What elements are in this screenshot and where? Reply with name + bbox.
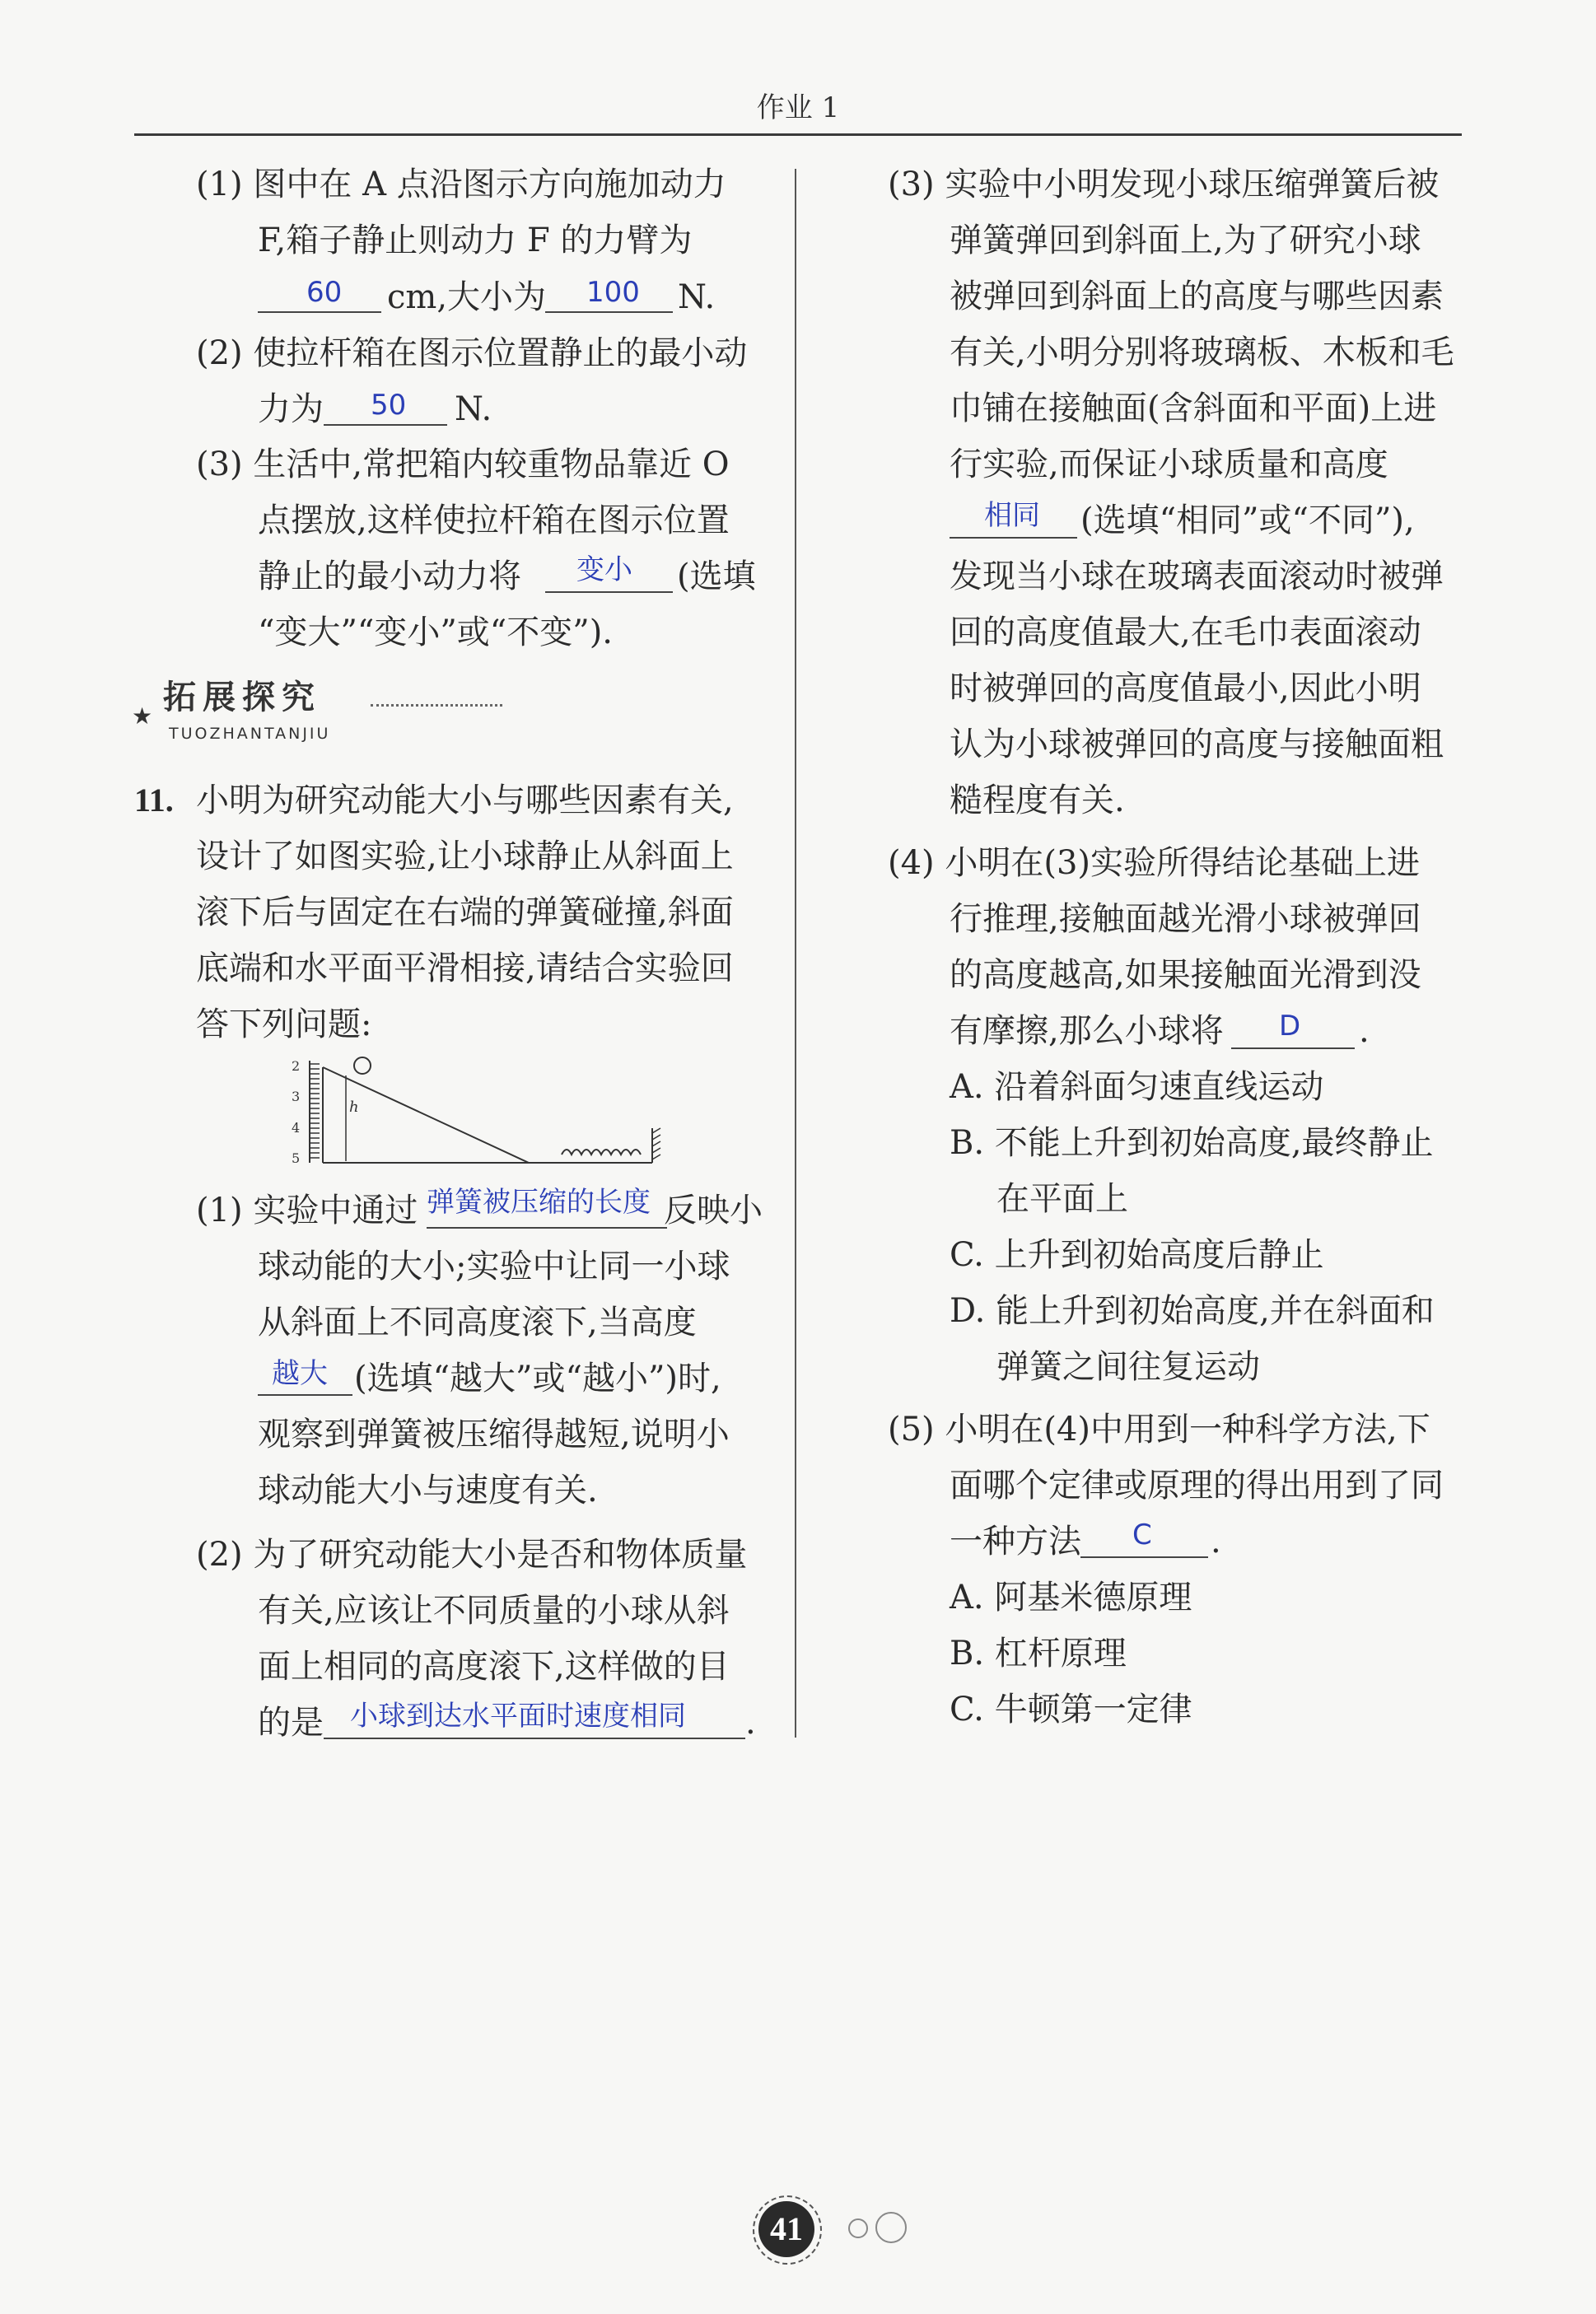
q11-part5-option-c: C. 牛顿第一定律 [950, 1691, 1192, 1729]
q11-stem-line5: 答下列问题: [196, 1005, 372, 1043]
header-rule [134, 133, 1462, 136]
q11-part5-option-a: A. 阿基米德原理 [950, 1579, 1192, 1617]
q11-answer-purpose: 小球到达水平面时速度相同 [350, 1700, 686, 1733]
q10-part3-line4: “变大”“变小”或“不变”). [258, 613, 614, 651]
q11-part5-line1: (5) 小明在(4)中用到一种科学方法,下 [888, 1411, 1430, 1449]
q11-part1-line2: 球动能的大小;实验中让同一小球 [258, 1248, 730, 1285]
q11-part3-line9: 回的高度值最大,在毛巾表面滚动 [950, 613, 1421, 651]
height-label: h [349, 1099, 359, 1116]
q10-answer-blank-arm [258, 311, 381, 313]
scale-label: 5 [292, 1150, 301, 1166]
ball-icon [354, 1057, 371, 1074]
q11-part3-line7b: (选填“相同”或“不同”), [1080, 502, 1415, 539]
q11-part1-line1a: (1) 实验中通过 [196, 1192, 418, 1229]
q10-part3-line2: 点摆放,这样使拉杆箱在图示位置 [258, 502, 730, 539]
q11-answer-same: 相同 [984, 499, 1040, 532]
scale-label: 3 [292, 1089, 301, 1104]
q10-part1-line3b: N. [678, 278, 716, 316]
q11-part1-line1b: 反映小 [664, 1192, 763, 1229]
q11-answer-blank-method [1080, 1556, 1208, 1558]
q11-part4-line3: 的高度越高,如果接触面光滑到没 [950, 956, 1421, 994]
q10-part3-line1: (3) 生活中,常把箱内较重物品靠近 O [196, 446, 730, 483]
q11-part1-line3: 从斜面上不同高度滚下,当高度 [258, 1304, 697, 1341]
q11-part3-line3: 被弹回到斜面上的高度与哪些因素 [950, 278, 1444, 315]
q10-part3-line3b: (选填 [677, 558, 756, 595]
decor-circle-icon [875, 2212, 907, 2243]
q11-answer-blank-purpose [324, 1738, 745, 1739]
q10-part1-line1: (1) 图中在 A 点沿图示方向施加动力 [196, 166, 726, 203]
header-title: 作业 1 [756, 91, 840, 124]
q11-part1-line5: 观察到弹簧被压缩得越短,说明小 [258, 1416, 730, 1453]
q11-answer-method: C [1132, 1519, 1152, 1551]
q10-answer-force: 100 [586, 276, 640, 309]
q11-part4-line2: 行推理,接触面越光滑小球被弹回 [950, 900, 1421, 938]
incline-spring-diagram [290, 1054, 669, 1169]
q11-part3-line12: 糙程度有关. [950, 781, 1125, 819]
q11-part2-line2: 有关,应该让不同质量的小球从斜 [258, 1592, 730, 1630]
scale-label: 2 [292, 1058, 301, 1074]
page-number-badge [748, 2190, 921, 2273]
q11-stem-line1: 小明为研究动能大小与哪些因素有关, [196, 781, 734, 819]
q11-answer-blank-indicator [427, 1227, 667, 1229]
q11-part5-line3b: . [1211, 1523, 1221, 1561]
q11-part4-line1: (4) 小明在(3)实验所得结论基础上进 [888, 844, 1421, 882]
q10-part2-line1: (2) 使拉杆箱在图示位置静止的最小动 [196, 334, 748, 372]
q11-part3-line2: 弹簧弹回到斜面上,为了研究小球 [950, 222, 1421, 259]
q11-part5-line3a: 一种方法 [950, 1523, 1081, 1561]
q11-part4-option-c: C. 上升到初始高度后静止 [950, 1236, 1324, 1274]
page-number: 41 [758, 2201, 814, 2257]
q11-part3-line11: 认为小球被弹回的高度与接触面粗 [950, 725, 1444, 763]
star-icon: ★ [132, 702, 153, 730]
q10-answer-blank-force [545, 311, 673, 313]
decor-circle-icon [848, 2218, 868, 2238]
q11-part2-line1: (2) 为了研究动能大小是否和物体质量 [196, 1536, 748, 1574]
spring-icon [562, 1150, 641, 1155]
q11-stem-line3: 滚下后与固定在右端的弹簧碰撞,斜面 [196, 893, 734, 931]
q11-number: 11. [134, 781, 174, 819]
q11-part4-option-b-cont: 在平面上 [996, 1180, 1128, 1218]
q10-part3-line3a: 静止的最小动力将 [258, 558, 521, 595]
diagram-svg [290, 1054, 669, 1169]
q10-part1-line3a: cm,大小为 [387, 278, 547, 316]
q11-answer-blank-motion [1231, 1047, 1355, 1049]
q11-answer-motion: D [1279, 1010, 1301, 1043]
q11-part5-option-b: B. 杠杆原理 [950, 1635, 1127, 1673]
q11-part4-line4b: . [1359, 1012, 1370, 1050]
q11-part4-option-b: B. 不能上升到初始高度,最终静止 [950, 1124, 1434, 1162]
scale-label: 4 [292, 1120, 301, 1136]
q11-part4-option-d: D. 能上升到初始高度,并在斜面和 [950, 1292, 1435, 1330]
q11-stem-line4: 底端和水平面平滑相接,请结合实验回 [196, 949, 734, 987]
q10-answer-minforce: 50 [371, 389, 407, 422]
section-subtitle: TUOZHANTANJIU [169, 725, 331, 743]
q10-part1-line2: F,箱子静止则动力 F 的力臂为 [258, 222, 693, 259]
q11-answer-blank-height [258, 1394, 352, 1396]
section-title: 拓展探究 [163, 678, 321, 716]
q11-part3-line5: 巾铺在接触面(含斜面和平面)上进 [950, 390, 1437, 427]
q11-part3-line1: (3) 实验中小明发现小球压缩弹簧后被 [888, 166, 1440, 203]
section-dotted-rule [371, 704, 502, 707]
q11-part4-line4a: 有摩擦,那么小球将 [950, 1012, 1224, 1050]
q10-answer-blank-trend [545, 591, 673, 593]
q10-answer-trend: 变小 [576, 553, 632, 586]
column-divider [795, 169, 796, 1738]
q11-part3-line10: 时被弹回的高度值最小,因此小明 [950, 669, 1421, 707]
q10-part2-line2a: 力为 [258, 390, 324, 428]
q11-part1-line6: 球动能大小与速度有关. [258, 1472, 598, 1509]
q11-part3-line4: 有关,小明分别将玻璃板、木板和毛 [950, 334, 1454, 371]
q11-part2-line4a: 的是 [258, 1704, 324, 1742]
q11-answer-height: 越大 [272, 1357, 328, 1390]
q11-part3-line6: 行实验,而保证小球质量和高度 [950, 446, 1388, 483]
section-banner [132, 671, 379, 762]
q10-answer-arm: 60 [306, 276, 343, 309]
q11-part1-line4b: (选填“越大”或“越小”)时, [354, 1360, 721, 1397]
q11-part4-option-d-cont: 弹簧之间往复运动 [996, 1348, 1260, 1386]
q11-part5-line2: 面哪个定律或原理的得出用到了同 [950, 1467, 1444, 1505]
q11-part2-line3: 面上相同的高度滚下,这样做的目 [258, 1648, 730, 1686]
q11-part3-line8: 发现当小球在玻璃表面滚动时被弹 [950, 558, 1444, 595]
q11-answer-indicator: 弹簧被压缩的长度 [427, 1186, 651, 1219]
q10-part2-line2b: N. [455, 390, 492, 428]
q11-part2-line4b: . [745, 1704, 756, 1742]
q11-answer-blank-same [950, 537, 1077, 539]
q11-part4-option-a: A. 沿着斜面匀速直线运动 [950, 1068, 1324, 1106]
q10-answer-blank-minforce [324, 424, 447, 426]
q11-stem-line2: 设计了如图实验,让小球静止从斜面上 [196, 837, 734, 875]
